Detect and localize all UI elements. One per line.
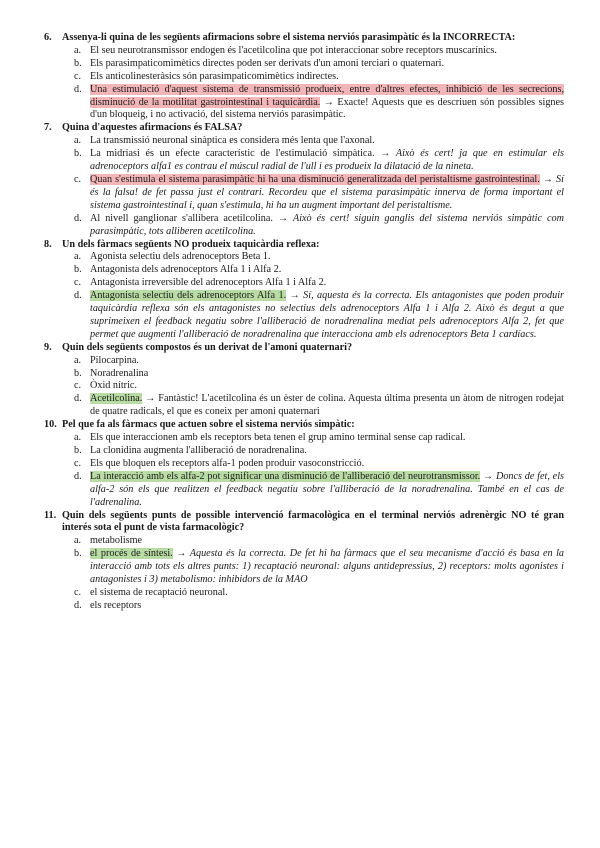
question-8 (44, 238, 565, 342)
answer-option-c (74, 173, 564, 213)
option-text: La midriasi és un efecte característic de l'estimulació simpàtica. (90, 148, 375, 160)
answer-option-d (74, 83, 565, 123)
option-letter: c. (74, 380, 82, 392)
answer-option-d (74, 212, 564, 239)
question-number: 6. (44, 32, 52, 43)
answer-feedback: → Això és cert! ja que en estimular els adrenoceptors alfa1 es contrau el múscul radial de l'ull i es produeix la dilatació de la nineta. (90, 148, 564, 173)
option-letter: d. (74, 599, 82, 611)
highlighted-answer-text: Quan s'estimula el sistema parasimpàtic hi ha una disminució generalitzada del peristaltisme gastrointestinal. (90, 173, 540, 185)
answer-option-b (74, 367, 564, 381)
option-letter: b. (74, 367, 82, 379)
option-letter: b. (74, 148, 82, 160)
answer-feedback: → Sí és la falsa! de fet passa just el contrari. Recordeu que el sistema parasimpàtic innerva de forma important el sistema gastrointestinal i, quan s'estimula, hi ha un augment important del peristaltisme. (90, 173, 564, 211)
answer-option-a (74, 135, 564, 148)
option-text: Òxid nítric. (90, 380, 137, 392)
option-letter: a. (74, 535, 82, 547)
option-text: La clonidina augmenta l'alliberació de noradrenalina. (90, 445, 307, 456)
answer-option-a (74, 251, 564, 264)
question-10 (44, 419, 564, 509)
question-text: Assenya-li quina de les següents afirmacions sobre el sistema nerviós parasimpàtic és la INCORRECTA: (62, 32, 516, 43)
answer-options (62, 432, 564, 509)
answer-options (62, 535, 564, 612)
option-letter: a. (74, 251, 82, 263)
answer-feedback: → Aquesta és la correcta. De fet hi ha fàrmacs que el seu mecanisme d'acció és basa en la interacció amb tots els altres punts: 1) recaptació neuronal: alguns antidepressius, 2) receptors: molts agonistes i antagonistes i 3) metabolismo: inhibidors de la MAO (90, 548, 565, 586)
answer-option-d (74, 470, 564, 510)
answer-option-a (74, 535, 564, 548)
answer-option-c (74, 70, 564, 84)
answer-option-b (74, 264, 564, 277)
highlighted-answer-text: Una estimulació d'aquest sistema de transmissió produeix, entre d'altres efectes, inhibició de les secrecions, disminució de la motilitat gastrointestinal i taquicàrdia. (90, 83, 564, 108)
question-number: 7. (44, 122, 52, 134)
option-text: Agonista selectiu dels adrenoceptors Beta 1. (90, 251, 271, 263)
option-letter: d. (74, 393, 82, 405)
option-letter: c. (74, 173, 82, 185)
option-text: Noradrenalina (90, 367, 149, 379)
question-text: Quin dels següents punts de possible intervenció farmacològica en el terminal nerviós adrenèrgic NO té gran interés sota el punt de vista farmacològic? (62, 509, 564, 534)
question-text: Un dels fàrmacs següents NO produeix taquicàrdia reflexa: (62, 238, 320, 250)
option-text: els receptors (90, 599, 142, 611)
option-text: Antagonista dels adrenoceptors Alfa 1 i Alfa 2. (90, 264, 282, 276)
answer-option-b (74, 57, 564, 71)
answer-option-c (74, 586, 564, 600)
question-number: 10. (44, 419, 57, 431)
question-text: Quina d'aquestes afirmacions és FALSA? (62, 122, 243, 134)
option-text: El seu neurotransmissor endogen és l'acetilcolina que pot interaccionar sobre receptors muscarínics. (90, 44, 497, 56)
question-9 (44, 341, 565, 419)
option-letter: d. (74, 290, 82, 302)
answer-option-a (74, 354, 564, 368)
answer-options (62, 355, 564, 420)
answer-feedback: → Doncs de fet, els alfa-2 són els que realitzen el feedback negatiu sobre l'alliberació de la noradrenalina. També en el cas de l'adrenalina. (90, 470, 564, 508)
answer-options (62, 135, 564, 238)
highlighted-answer-text: Acetilcolina. (90, 393, 143, 405)
option-letter: c. (74, 277, 82, 289)
option-letter: b. (74, 548, 82, 560)
option-text: Al nivell ganglionar s'allibera acetilcolina. (90, 212, 273, 224)
answer-option-a (74, 44, 564, 58)
answer-option-b (74, 445, 564, 458)
option-text: metabolisme (90, 535, 143, 547)
option-text: La transmissió neuronal sinàptica es considera més lenta que l'axonal. (90, 135, 375, 147)
option-letter: d. (74, 212, 82, 224)
answer-option-b (74, 148, 564, 174)
answer-feedback: → Sí, aquesta és la correcta. Els antagonistes que poden produir taquicàrdia reflexa són els antagonistes no selectius dels adrenoceptors Alfa 1 i Alfa 2. Això és degut a que suprimeixen el feedback negatiu sobre l'alliberació de noradrenalina mediat pels adrenoceptors Alfa 2, fet que permet que augmenti l'alliberació de noradrenalina que interacciona amb els adrenoceptors Beta 1 cardíacs. (90, 290, 565, 340)
answer-option-c (74, 380, 564, 393)
highlighted-answer-text: La interacció amb els alfa-2 pot significar una disminució de l'alliberació del neurotransmissor. (90, 470, 481, 482)
option-letter: c. (74, 70, 82, 82)
option-letter: b. (74, 57, 82, 69)
option-text: Els anticolinesteràsics són parasimpaticomimètics indirectes. (90, 70, 339, 82)
option-letter: c. (74, 457, 82, 469)
question-number: 9. (44, 341, 52, 353)
option-letter: a. (74, 44, 82, 56)
answer-options (62, 251, 564, 341)
question-number: 8. (44, 238, 52, 250)
option-letter: d. (74, 83, 82, 95)
highlighted-answer-text: el procés de síntesi. (90, 548, 173, 560)
question-7 (44, 122, 564, 238)
answer-feedback: → Això és cert! siguin ganglis del sistema nerviós simpàtic com parasimpàtic, tots alliberen acetilcolina. (90, 212, 564, 237)
option-text: Els parasimpaticomimètics directes poden ser derivats d'un amoni terciari o quaternari. (90, 57, 445, 69)
option-text: Pilocarpina. (90, 354, 139, 366)
answer-option-b (74, 548, 565, 587)
question-6 (44, 32, 565, 122)
highlighted-answer-text: Antagonista selectiu dels adrenoceptors Alfa 1. (90, 290, 287, 302)
option-text: el sistema de recaptació neuronal. (90, 586, 228, 598)
answer-option-d (74, 599, 564, 613)
answer-option-d (74, 393, 565, 419)
option-letter: b. (74, 445, 82, 456)
answer-options (62, 45, 564, 122)
option-letter: b. (74, 264, 82, 276)
question-11 (44, 509, 565, 613)
answer-option-d (74, 290, 565, 342)
answer-option-c (74, 277, 564, 290)
question-text: Pel que fa als fàrmacs que actuen sobre el sistema nerviós simpàtic: (62, 419, 355, 431)
question-text: Quin dels següents compostos és un derivat de l'amoni quaternari? (62, 341, 353, 353)
option-text: Els que bloquen els receptors alfa-1 poden produir vasoconstricció. (90, 457, 365, 469)
answer-option-c (74, 457, 564, 471)
option-letter: d. (74, 470, 82, 482)
option-letter: a. (74, 432, 82, 444)
answer-feedback: → Exacte! Aquests que es descriuen són possibles signes d'un bloqueig, i no activació, del sistema nerviós parasimpàtic. (90, 96, 565, 121)
answer-feedback: → Fantàstic! L'acetilcolina és un èster de colina. Aquesta última presenta un àtom de nitrogen rodejat de quatre radicals, el que es coneix per amoni quaternari (90, 393, 565, 418)
option-text: Els que interaccionen amb els receptors beta tenen el grup amino terminal sense cap radical. (90, 432, 466, 444)
option-letter: a. (74, 354, 82, 366)
option-text: Antagonista irreversible del adrenoceptors Alfa 1 i Alfa 2. (90, 277, 327, 289)
option-letter: a. (74, 135, 82, 147)
answer-option-a (74, 432, 564, 445)
option-letter: c. (74, 586, 82, 598)
question-number: 11. (44, 509, 57, 521)
